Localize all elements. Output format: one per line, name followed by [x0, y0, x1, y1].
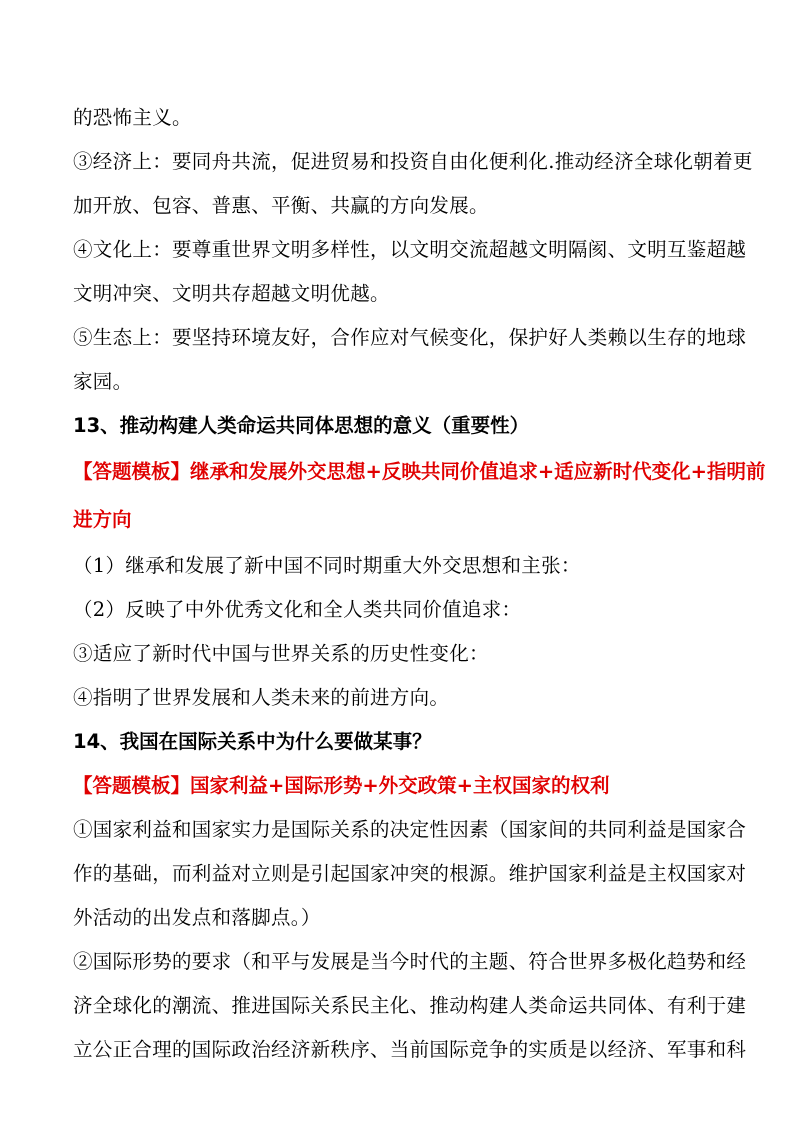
text-line: ④文化上：要尊重世界文明多样性，以文明交流超越文明隔阂、文明互鉴超越	[73, 238, 747, 261]
text-line: ①国家利益和国家实力是国际关系的决定性因素（国家间的共同利益是国家合	[73, 818, 747, 841]
text-line: 家园。	[73, 370, 133, 393]
text-line: 外活动的出发点和落脚点。）	[73, 906, 321, 929]
text-line: 的恐怖主义。	[73, 106, 192, 129]
section-heading-13: 13、推动构建人类命运共同体思想的意义（重要性）	[73, 414, 530, 437]
list-item: （2）反映了中外优秀文化和全人类共同价值追求：	[73, 598, 522, 621]
document-page	[73, 96, 766, 1072]
answer-template-13: 【答题模板】继承和发展外交思想+反映共同价值追求+适应新时代变化+指明前	[73, 460, 766, 483]
answer-template-14: 【答题模板】国家利益+国际形势+外交政策+主权国家的权利	[73, 774, 610, 797]
text-line: 立公正合理的国际政治经济新秩序、当前国际竞争的实质是以经济、军事和科	[73, 1038, 747, 1061]
section-heading-14: 14、我国在国际关系中为什么要做某事？	[73, 730, 432, 753]
list-item: （1）继承和发展了新中国不同时期重大外交思想和主张：	[73, 554, 581, 577]
text-line: 济全球化的潮流、推进国际关系民主化、推动构建人类命运共同体、有利于建	[73, 994, 747, 1017]
list-item: ③适应了新时代中国与世界关系的历史性变化：	[73, 642, 489, 665]
text-line: 文明冲突、文明共存超越文明优越。	[73, 282, 390, 305]
list-item: ④指明了世界发展和人类未来的前进方向。	[73, 686, 450, 709]
text-line: ③经济上：要同舟共流，促进贸易和投资自由化便利化.推动经济全球化朝着更	[73, 150, 753, 173]
text-line: ⑤生态上：要坚持环境友好，合作应对气候变化，保护好人类赖以生存的地球	[73, 326, 747, 349]
text-line: 作的基础，而利益对立则是引起国家冲突的根源。维护国家利益是主权国家对	[73, 862, 747, 885]
text-line: 加开放、包容、普惠、平衡、共赢的方向发展。	[73, 194, 489, 217]
text-line: ②国际形势的要求（和平与发展是当今时代的主题、符合世界多极化趋势和经	[73, 950, 747, 973]
answer-template-13-cont: 进方向	[73, 508, 132, 531]
